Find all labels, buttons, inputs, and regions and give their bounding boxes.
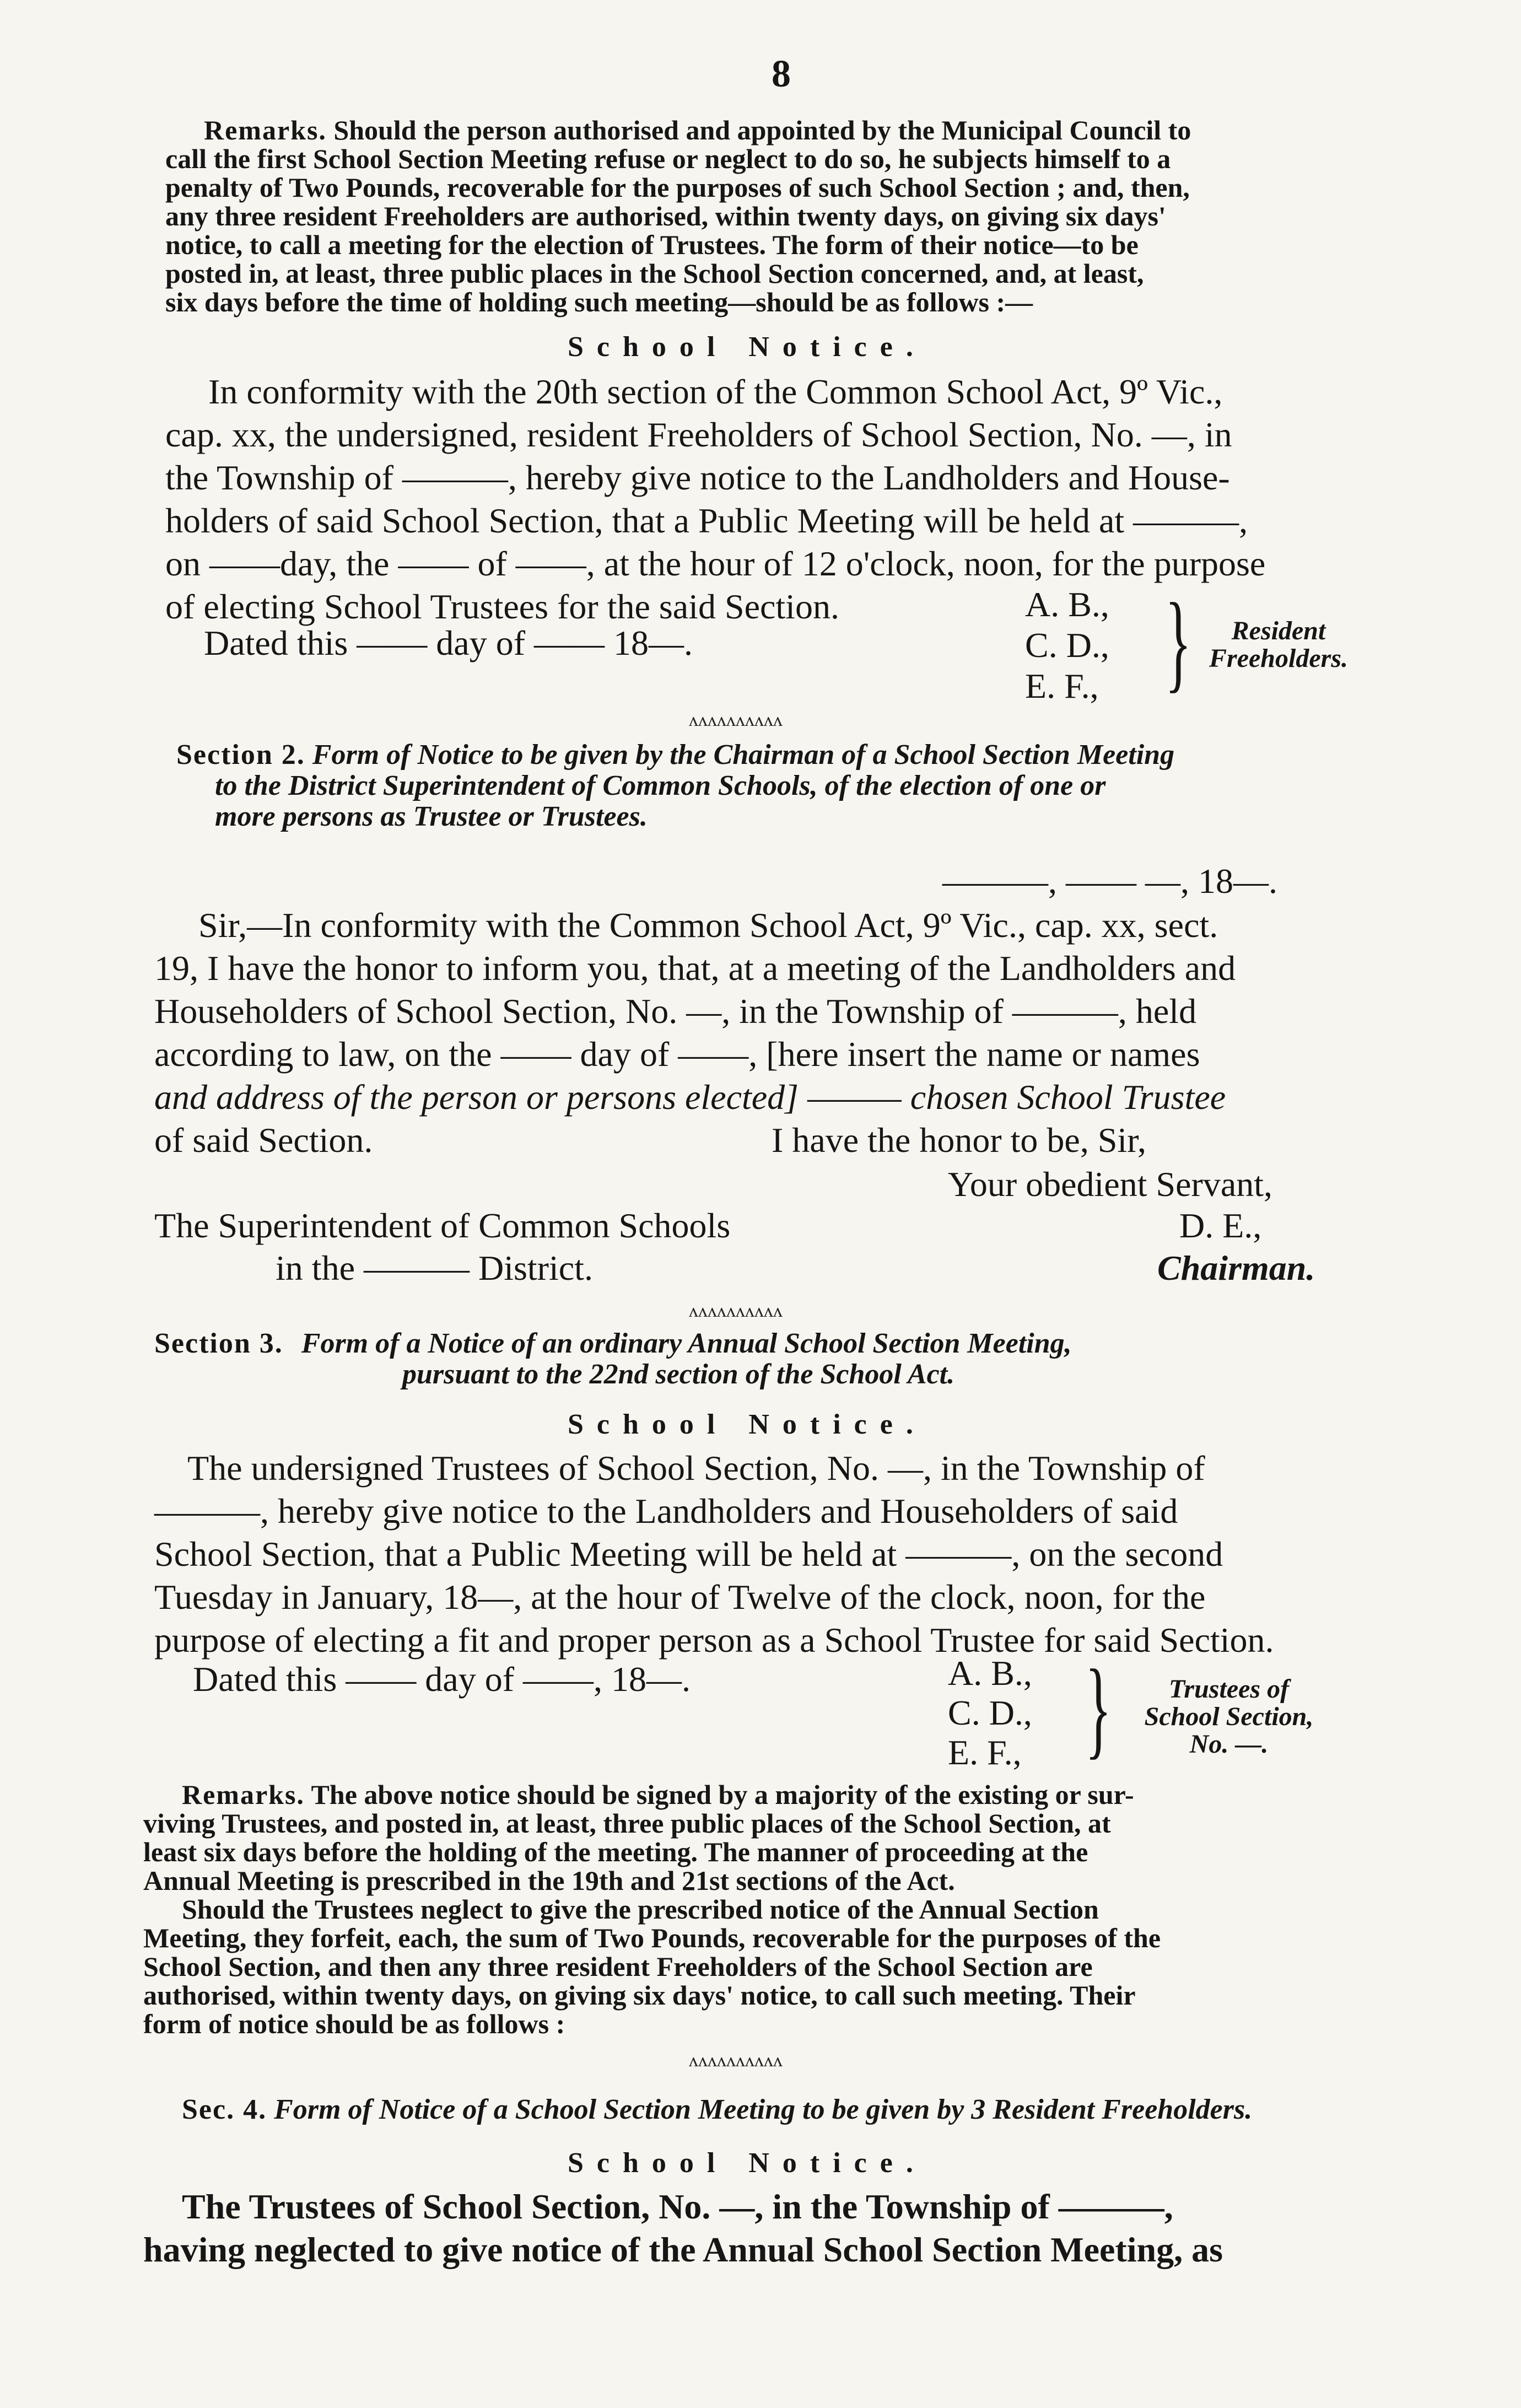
section-3-label: Section 3. bbox=[154, 1328, 283, 1359]
notice-3-heading: School Notice. bbox=[568, 1409, 926, 1440]
remarks-2-line: viving Trustees, and posted in, at least, three public places of the School Section, at bbox=[143, 1808, 1111, 1839]
notice-4-line: having neglected to give notice of the Annual School Section Meeting, as bbox=[143, 2230, 1223, 2269]
letter-addressee-2: in the ——— District. bbox=[276, 1248, 593, 1288]
signer-name: E. F., bbox=[1025, 666, 1099, 705]
letter-line: and address of the person or persons elected] ——— chosen School Trustee bbox=[154, 1078, 1226, 1117]
notice-1-heading: School Notice. bbox=[568, 331, 926, 363]
signer-note-line: Freeholders. bbox=[1209, 644, 1348, 673]
section-3-heading bbox=[154, 1328, 1400, 1390]
notice-1-line: of electing School Trustees for the said Section. bbox=[165, 587, 839, 626]
remarks-1-line: call the first School Section Meeting refuse or neglect to do so, he subjects himself to a bbox=[165, 143, 1171, 174]
letter-line: according to law, on the —— day of ——, [here insert the name or names bbox=[154, 1035, 1200, 1074]
section-2-title-line: Form of Notice to be given by the Chairman of a School Section Meeting bbox=[312, 739, 1175, 771]
signer-note-line: School Section, bbox=[1144, 1702, 1314, 1731]
ornament-divider: ʌʌʌʌʌʌʌʌʌʌ bbox=[689, 1301, 783, 1321]
letter-servant: Your obedient Servant, bbox=[948, 1165, 1272, 1204]
remarks-1-line: six days before the time of holding such meeting—should be as follows :— bbox=[165, 287, 1033, 317]
letter-closing: I have the honor to be, Sir, bbox=[772, 1120, 1146, 1160]
remarks-1-line: Should the person authorised and appointed by the Municipal Council to bbox=[333, 115, 1191, 146]
notice-4-line: The Trustees of School Section, No. —, in the Township of ———, bbox=[182, 2187, 1173, 2226]
notice-1-signers bbox=[1025, 584, 1109, 707]
section-2-title-line: to the District Superintendent of Common Schools, of the election of one or bbox=[215, 770, 1106, 801]
notice-1-body bbox=[165, 370, 1411, 628]
signer-name: A. B., bbox=[948, 1653, 1032, 1693]
brace-icon: } bbox=[1165, 581, 1191, 703]
notice-4-body bbox=[143, 2185, 1411, 2271]
signer-note-line: Trustees of bbox=[1168, 1674, 1290, 1704]
notice-1-dated: Dated this —— day of —— 18—. bbox=[204, 623, 693, 662]
notice-3-dated: Dated this —— day of ——, 18—. bbox=[193, 1660, 691, 1699]
notice-3-line: purpose of electing a fit and proper person as a School Trustee for said Section. bbox=[154, 1620, 1274, 1660]
signer-name: C. D., bbox=[948, 1693, 1032, 1732]
notice-3-line: School Section, that a Public Meeting will be held at ———, on the second bbox=[154, 1534, 1223, 1574]
remarks-2-line: Annual Meeting is prescribed in the 19th and 21st sections of the Act. bbox=[143, 1865, 955, 1896]
notice-3-line: ———, hereby give notice to the Landholders and Householders of said bbox=[154, 1491, 1178, 1531]
signer-name: A. B., bbox=[1025, 585, 1109, 624]
letter-addressee-1: The Superintendent of Common Schools bbox=[154, 1206, 731, 1245]
remarks-2-line: Meeting, they forfeit, each, the sum of Two Pounds, recoverable for the purposes of the bbox=[143, 1922, 1161, 1953]
letter-line: Sir,—In conformity with the Common School Act, 9º Vic., cap. xx, sect. bbox=[198, 906, 1218, 945]
letter-line: 19, I have the honor to inform you, that, at a meeting of the Landholders and bbox=[154, 949, 1236, 988]
letter-line: of said Section. bbox=[154, 1120, 373, 1160]
notice-3-line: Tuesday in January, 18—, at the hour of Twelve of the clock, noon, for the bbox=[154, 1577, 1206, 1617]
notice-1-line: holders of said School Section, that a Public Meeting will be held at ———, bbox=[165, 501, 1248, 540]
section-3-title-line: pursuant to the 22nd section of the School Act. bbox=[402, 1359, 955, 1390]
notice-1-signer-note bbox=[1196, 617, 1361, 672]
signer-name: E. F., bbox=[948, 1733, 1022, 1772]
remarks-2-line: authorised, within twenty days, on giving six days' notice, to call such meeting. Their bbox=[143, 1980, 1136, 2011]
page-number: 8 bbox=[772, 53, 791, 95]
section-4-label: Sec. 4. bbox=[182, 2094, 267, 2125]
section-3-title-line: Form of a Notice of an ordinary Annual School Section Meeting, bbox=[301, 1328, 1072, 1359]
ornament-divider: ʌʌʌʌʌʌʌʌʌʌ bbox=[689, 2050, 783, 2071]
section-2-title-line: more persons as Trustee or Trustees. bbox=[215, 801, 648, 832]
notice-1-line: on ——day, the —— of ——, at the hour of 12 o'clock, noon, for the purpose bbox=[165, 544, 1266, 583]
section-2-label: Section 2. bbox=[176, 739, 305, 771]
letter-signer-title: Chairman. bbox=[1157, 1248, 1315, 1288]
notice-3-signers bbox=[948, 1653, 1032, 1773]
remarks-1-line: penalty of Two Pounds, recoverable for the purposes of such School Section ; and, then, bbox=[165, 172, 1190, 203]
remarks-2 bbox=[143, 1780, 1411, 2038]
notice-3-line: The undersigned Trustees of School Section, No. —, in the Township of bbox=[187, 1448, 1205, 1488]
signer-note-line: No. —. bbox=[1189, 1730, 1269, 1759]
ornament-divider: ʌʌʌʌʌʌʌʌʌʌ bbox=[689, 710, 783, 730]
notice-4-heading: School Notice. bbox=[568, 2147, 926, 2179]
remarks-1-line: any three resident Freeholders are authorised, within twenty days, on giving six days' bbox=[165, 201, 1166, 231]
notice-1-line: the Township of ———, hereby give notice to the Landholders and House- bbox=[165, 458, 1230, 497]
remarks-1-line: posted in, at least, three public places in the School Section concerned, and, at least, bbox=[165, 258, 1144, 289]
signer-name: C. D., bbox=[1025, 626, 1109, 665]
letter-signer: D. E., bbox=[1179, 1206, 1262, 1245]
section-4-heading bbox=[182, 2094, 1411, 2125]
notice-1-line: cap. xx, the undersigned, resident Freeholders of School Section, No. —, in bbox=[165, 415, 1232, 454]
section-4-title: Form of Notice of a School Section Meeting to be given by 3 Resident Freeholders. bbox=[274, 2094, 1253, 2125]
remarks-1-label: Remarks. bbox=[204, 115, 327, 146]
remarks-2-line: The above notice should be signed by a majority of the existing or sur- bbox=[311, 1779, 1134, 1810]
remarks-1-line: notice, to call a meeting for the election of Trustees. The form of their notice—to be bbox=[165, 229, 1139, 260]
remarks-2-line: least six days before the holding of the meeting. The manner of proceeding at the bbox=[143, 1836, 1088, 1867]
remarks-1 bbox=[165, 116, 1405, 316]
section-2-heading bbox=[176, 740, 1405, 832]
notice-1-line: In conformity with the 20th section of the Common School Act, 9º Vic., bbox=[208, 372, 1223, 411]
section-2-date-line: ———, —— —, 18—. bbox=[942, 861, 1277, 901]
signer-note-line: Resident bbox=[1231, 616, 1326, 645]
remarks-2-line: School Section, and then any three resident Freeholders of the School Section are bbox=[143, 1951, 1093, 1982]
remarks-2-label: Remarks. bbox=[182, 1779, 305, 1810]
letter-line: Householders of School Section, No. —, in the Township of ———, held bbox=[154, 992, 1197, 1031]
notice-3-body bbox=[154, 1447, 1411, 1662]
notice-3-signer-note bbox=[1113, 1676, 1345, 1758]
remarks-2-line: form of notice should be as follows : bbox=[143, 2008, 565, 2039]
remarks-2-line: Should the Trustees neglect to give the prescribed notice of the Annual Section bbox=[182, 1894, 1099, 1925]
brace-icon: } bbox=[1085, 1647, 1112, 1769]
